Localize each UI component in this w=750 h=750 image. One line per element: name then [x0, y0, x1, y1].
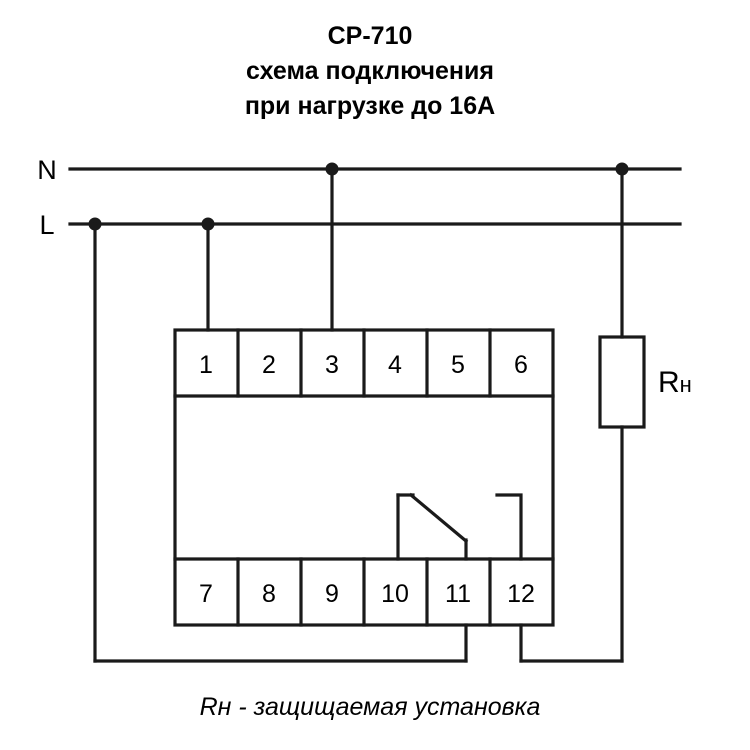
rail-label-l: L	[39, 210, 55, 240]
load-label	[658, 366, 692, 399]
relay-contact-blade	[411, 495, 466, 541]
terminal-label-3: 3	[325, 351, 339, 379]
terminal-label-6: 6	[514, 351, 528, 379]
terminal-label-9: 9	[325, 580, 339, 608]
terminal-label-2: 2	[262, 351, 276, 379]
terminal-label-12: 12	[507, 580, 535, 608]
terminal-label-7: 7	[199, 580, 213, 608]
terminal-label-11: 11	[445, 580, 471, 608]
load-resistor-body	[600, 337, 644, 427]
terminal-label-1: 1	[199, 351, 213, 379]
title-line-3: при нагрузке до 16A	[244, 92, 496, 120]
terminal-label-4: 4	[388, 351, 402, 379]
title-line-1: CP-710	[327, 22, 413, 50]
relay-fixed-contact-right	[497, 495, 521, 559]
terminal-label-8: 8	[262, 580, 276, 608]
terminal-label-5: 5	[451, 351, 465, 379]
title-line-2: схема подключения	[246, 57, 494, 85]
load-label-main: R	[658, 366, 680, 399]
rail-label-n: N	[37, 155, 57, 185]
terminal-label-10: 10	[381, 580, 409, 608]
diagram-caption: Rн - защищаемая установка	[199, 693, 541, 721]
load-label-sub: н	[679, 372, 692, 397]
